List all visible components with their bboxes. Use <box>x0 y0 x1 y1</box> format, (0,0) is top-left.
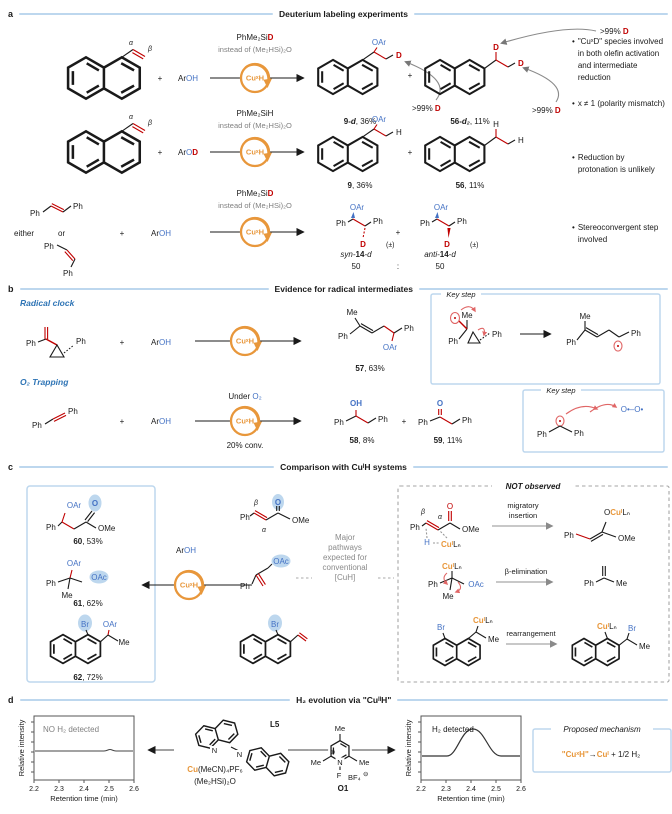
ph-label: Ph <box>378 415 388 424</box>
arrow-label: migratory <box>507 501 539 510</box>
ph-label: Ph <box>564 531 574 540</box>
compound-caption: 56-d₂, 11% <box>450 117 490 126</box>
panel-b-label: b <box>8 284 14 294</box>
panel-b-schemes <box>26 290 664 452</box>
key-step-box-o2 <box>523 386 664 452</box>
br-label: Br <box>81 620 89 629</box>
electron-arrow <box>456 582 461 592</box>
culn-label: CuᴵLₙ <box>597 622 617 631</box>
product-57-structure <box>338 308 414 373</box>
annotation-arrow <box>406 62 440 100</box>
plus-sign: + <box>119 338 125 347</box>
x-tick: 2.5 <box>104 786 114 793</box>
panel-d-title: H₂ evolution via "CuᴵᴵH" <box>296 695 392 705</box>
wedge-bond <box>447 228 450 238</box>
racemic-label: (±) <box>386 242 395 249</box>
annotation-arrow <box>524 68 559 102</box>
oh-label: OH <box>350 399 362 408</box>
aroh-reagent: ArOH <box>150 229 172 238</box>
superoxide-label: O•–O• <box>620 405 644 414</box>
ph-label: Ph <box>76 337 86 346</box>
radical-clock-substrate <box>26 327 86 357</box>
x-tick: 2.6 <box>516 786 526 793</box>
carbonyl-o-label: O <box>436 399 444 408</box>
nitrogen-label: N <box>236 750 243 759</box>
me-label: Me <box>639 642 651 651</box>
ph-label: Ph <box>410 523 420 532</box>
l5-tag: L5 <box>270 720 280 729</box>
panel-c-label: c <box>8 462 14 472</box>
wedge-bond <box>435 212 439 218</box>
ph-label: Ph <box>492 330 502 339</box>
br-label: Br <box>628 624 636 633</box>
hashed-bond <box>363 228 365 238</box>
plus-sign: + <box>119 229 125 238</box>
product-9d-structure <box>318 38 441 126</box>
compound-caption: 61, 62% <box>73 599 103 608</box>
compound-caption: 57, 63% <box>355 364 385 373</box>
arrow-label: insertion <box>508 511 538 520</box>
product-62-structure <box>51 615 131 683</box>
product-56d2-structure <box>425 27 629 126</box>
instead-of-note: instead of (Me₂HSi)₂O <box>218 121 292 130</box>
deuterium-label: D <box>493 43 499 52</box>
oar-label: OAr <box>382 343 398 352</box>
ph-label: Ph <box>46 523 56 532</box>
ph-label: Ph <box>462 416 472 425</box>
note-polarity: • x ≠ 1 (polarity mismatch) <box>572 99 665 108</box>
not-row-rearrangement <box>433 616 650 666</box>
ph-label: Ph <box>428 580 438 589</box>
chart-note: NO H₂ detected <box>43 725 100 734</box>
cuxh-label: CuˣH <box>235 416 255 426</box>
plus-sign: + <box>395 228 401 237</box>
panel-c-title: Comparison with CuᴵH systems <box>280 462 407 472</box>
compound-caption: 9, 36% <box>347 181 373 190</box>
fluorine-label: F <box>336 771 342 780</box>
electron-arrow <box>478 328 484 335</box>
nitrogen-label: N <box>337 758 343 767</box>
minus-charge-icon: ⊖ <box>363 771 369 778</box>
ph-label: Ph <box>73 202 83 211</box>
racemic-label: (±) <box>470 242 479 249</box>
me-label: Me <box>310 758 321 767</box>
cuxh-label: CuˣH <box>235 336 255 346</box>
aroh-reagent: ArOH <box>150 417 172 426</box>
product-59-structure <box>418 399 472 445</box>
ph-label: Ph <box>26 339 36 348</box>
aroh-reagent: ArOH <box>177 74 199 83</box>
d-incorporation-note: >99% D <box>412 104 441 113</box>
key-step-title: Key step <box>446 290 476 299</box>
arrow-label: β-elimination <box>504 567 548 576</box>
plus-sign: + <box>119 417 125 426</box>
or-label: or <box>58 229 66 238</box>
panel-a-title: Deuterium labeling experiments <box>279 9 408 19</box>
beta-label: β <box>148 120 152 127</box>
under-o2-note: Under O₂ <box>228 392 262 401</box>
x-axis-label: Retention time (min) <box>50 794 118 803</box>
compound-caption: 9-d, 36% <box>343 117 377 126</box>
culn-label: CuᴵLₙ <box>473 616 493 625</box>
me-label: Me <box>579 312 591 321</box>
not-observed-title: NOT observed <box>505 482 561 491</box>
mechanism-equation: "CuˣH"→Cuᴵ + 1/2 H₂ <box>561 750 641 759</box>
y-axis-label: Relative intensity <box>404 719 413 777</box>
x-tick: 2.4 <box>466 786 476 793</box>
substrate-cinnamate <box>240 494 310 534</box>
siloxane-label: (Me₂HSi)₂O <box>194 777 236 786</box>
br-label: Br <box>271 620 279 629</box>
note-protonation: • Reduction by protonation is unlikely <box>572 153 655 174</box>
oculn-label: OCuᴵLₙ <box>604 508 630 517</box>
substrate-bromovinylnaphthalene <box>241 615 308 664</box>
silane-h-reagent: PhMe₂SiH <box>236 109 274 118</box>
ratio-colon: : <box>396 262 400 271</box>
beta-label: β <box>421 509 425 516</box>
panel-b-title: Evidence for radical intermediates <box>274 284 413 294</box>
ome-label: OMe <box>292 516 310 525</box>
plus-sign: + <box>157 74 163 83</box>
me-label: Me <box>461 311 473 320</box>
cyclopropane-ring <box>468 332 480 343</box>
br-label: Br <box>437 623 445 632</box>
ph-label: Ph <box>30 209 40 218</box>
plus-charge-icon: ⊕ <box>330 749 336 756</box>
oac-label: OAc <box>273 557 289 566</box>
arod-reagent: ArOD <box>177 148 199 157</box>
ph-label: Ph <box>32 421 42 430</box>
vinylnaphthalene-structure <box>68 114 152 173</box>
ph-label: Ph <box>418 418 428 427</box>
gc-chart-no-h2 <box>17 716 139 803</box>
hydride-label: H <box>424 538 430 547</box>
plus-sign: + <box>407 148 413 157</box>
deuterium-label: D <box>396 51 402 60</box>
panel-d-content <box>17 716 671 803</box>
note-stereoconvergent: • Stereoconvergent step involved <box>572 223 659 244</box>
not-row-migratory-insertion <box>410 501 636 549</box>
electron-arrow <box>444 573 447 584</box>
hydrogen-label: H <box>518 136 524 145</box>
major-pathways-note: Major pathways expected for conventional [CuH] <box>322 533 368 582</box>
vinylnaphthalene-structure <box>68 40 152 99</box>
me-label: Me <box>334 724 346 733</box>
y-axis-label: Relative intensity <box>17 719 26 777</box>
ph-label: Ph <box>68 407 78 416</box>
cu-salt-label: Cu(MeCN)₄PF₆ <box>187 765 243 774</box>
me-label: Me <box>442 592 454 601</box>
aroh-reagent: ArOH <box>150 338 172 347</box>
cyclopropane-ring <box>50 345 64 357</box>
ome-label: OMe <box>462 525 480 534</box>
bf4-label: BF₄ <box>348 773 361 782</box>
compound-caption: 59, 11% <box>433 436 463 445</box>
beta-label: β <box>254 500 258 507</box>
ratio-value: 50 <box>351 262 361 271</box>
x-tick: 2.2 <box>29 786 39 793</box>
d-incorporation-note: >99% D <box>532 106 561 115</box>
oac-label: OAc <box>468 580 484 589</box>
note-cuxd-species: • "CuˣD" species involved in both olefin activation and intermediate reduction <box>572 37 664 82</box>
o1-tag: O1 <box>337 784 349 793</box>
oar-label: OAr <box>349 203 365 212</box>
panel-a-label: a <box>8 9 14 19</box>
panel-c-schemes <box>27 481 669 682</box>
ph-label: Ph <box>63 269 73 278</box>
silane-d-reagent: PhMe₂SiD <box>236 33 274 42</box>
beta-label: β <box>148 46 152 53</box>
x-tick: 2.2 <box>416 786 426 793</box>
product-syn14d-structure <box>336 203 395 271</box>
arrow-label: rearrangement <box>506 629 556 638</box>
ph-label: Ph <box>631 329 641 338</box>
ph-label: Ph <box>373 217 383 226</box>
alpha-label: α <box>129 114 133 121</box>
ome-label: OMe <box>618 534 636 543</box>
ph-label: Ph <box>338 332 348 341</box>
chart-note: H₂ detected <box>432 725 474 734</box>
me-label: Me <box>61 591 73 600</box>
ph-label: Ph <box>334 418 344 427</box>
radical-clock-subtitle: Radical clock <box>20 298 75 308</box>
oar-label: OAr <box>66 559 82 568</box>
cuxh-label: CuˣH <box>245 147 265 157</box>
mechanism-title: Proposed mechanism <box>563 725 641 734</box>
conversion-note: 20% conv. <box>226 441 264 450</box>
ph-label: Ph <box>566 338 576 347</box>
carbonyl-o-label: O <box>446 502 454 511</box>
me-label: Me <box>118 638 130 647</box>
me-label: Me <box>346 308 358 317</box>
carbonyl-o-label: O <box>91 499 99 508</box>
compound-caption: anti-14-d <box>424 250 456 259</box>
product-61-structure <box>46 559 109 608</box>
deuterium-label: D <box>518 59 524 68</box>
ph-label: Ph <box>44 242 54 251</box>
cuxh-label: CuˣH <box>179 580 199 590</box>
plus-sign: + <box>157 148 163 157</box>
ph-label: Ph <box>457 217 467 226</box>
wedge-bond <box>351 212 355 218</box>
stilbene-either-or <box>14 202 83 278</box>
hydrogen-label: H <box>396 128 402 137</box>
me-label: Me <box>616 579 628 588</box>
product-9-structure <box>318 115 402 190</box>
nitrogen-label: N <box>211 746 218 755</box>
proposed-mechanism-box <box>533 724 671 772</box>
ph-label: Ph <box>336 219 346 228</box>
instead-of-note: instead of (Me₂HSi)₂O <box>218 201 292 210</box>
hydrogen-label: H <box>493 120 499 129</box>
alpha-label: α <box>262 527 266 534</box>
culn-label: CuᴵLₙ <box>441 540 461 549</box>
ph-label: Ph <box>240 582 250 591</box>
product-58-structure <box>334 399 388 445</box>
deuterium-label: D <box>444 240 450 249</box>
ph-label: Ph <box>46 579 56 588</box>
oar-label: OAr <box>66 501 82 510</box>
product-56-structure <box>425 120 524 190</box>
oxidant-o1-structure <box>311 724 370 793</box>
me-label: Me <box>359 758 370 767</box>
ph-label: Ph <box>448 337 458 346</box>
key-step-box-radical-clock <box>431 290 660 384</box>
ph-label: Ph <box>537 430 547 439</box>
ph-label: Ph <box>584 579 594 588</box>
plus-sign: + <box>401 417 407 426</box>
compound-caption: 56, 11% <box>455 181 485 190</box>
compound-caption: 60, 53% <box>73 537 103 546</box>
cuxh-label: CuˣH <box>245 73 265 83</box>
oar-label: OAr <box>433 203 449 212</box>
d-incorporation-note: >99% D <box>600 27 629 36</box>
aroh-reagent: ArOH <box>175 546 197 555</box>
x-tick: 2.5 <box>491 786 501 793</box>
deuterium-label: D <box>360 240 366 249</box>
x-axis-label: Retention time (min) <box>437 794 505 803</box>
substrate-allylic-acetate <box>240 555 291 592</box>
silane-d-reagent: PhMe₂SiD <box>236 189 274 198</box>
ph-label: Ph <box>404 324 414 333</box>
either-label: either <box>14 229 35 238</box>
culn-label: CuᴵLₙ <box>442 562 462 571</box>
oar-label: OAr <box>371 115 387 124</box>
key-step-title: Key step <box>546 386 576 395</box>
ratio-value: 50 <box>435 262 445 271</box>
o2-trapping-subtitle: O₂ Trapping <box>20 377 69 387</box>
alpha-label: α <box>129 40 133 47</box>
compound-caption: 62, 72% <box>73 673 103 682</box>
ome-label: OMe <box>98 524 116 533</box>
gc-chart-h2 <box>404 716 526 803</box>
oar-label: OAr <box>102 620 118 629</box>
not-observed-box <box>398 481 669 682</box>
annotation-arrow <box>502 29 596 43</box>
oac-label: OAc <box>91 573 107 582</box>
x-tick: 2.3 <box>54 786 64 793</box>
compound-caption: 58, 8% <box>349 436 375 445</box>
plus-sign: + <box>407 71 413 80</box>
me-label: Me <box>488 635 500 644</box>
x-tick: 2.6 <box>129 786 139 793</box>
ph-label: Ph <box>574 429 584 438</box>
product-60-structure <box>46 495 116 547</box>
x-tick: 2.3 <box>441 786 451 793</box>
ph-label: Ph <box>240 513 250 522</box>
panel-a-schemes <box>14 27 629 278</box>
ph-label: Ph <box>420 219 430 228</box>
instead-of-note: instead of (Me₂HSi)₂O <box>218 45 292 54</box>
oar-label: OAr <box>371 38 387 47</box>
not-row-beta-elimination <box>428 562 628 601</box>
product-anti14d-structure <box>420 203 479 271</box>
carbonyl-o-label: O <box>274 498 282 507</box>
cuxh-label: CuˣH <box>245 227 265 237</box>
alpha-label: α <box>438 514 442 521</box>
compound-caption: syn-14-d <box>340 250 372 259</box>
x-tick: 2.4 <box>79 786 89 793</box>
o2-trapping-substrate <box>32 407 78 430</box>
panel-d-label: d <box>8 695 14 705</box>
